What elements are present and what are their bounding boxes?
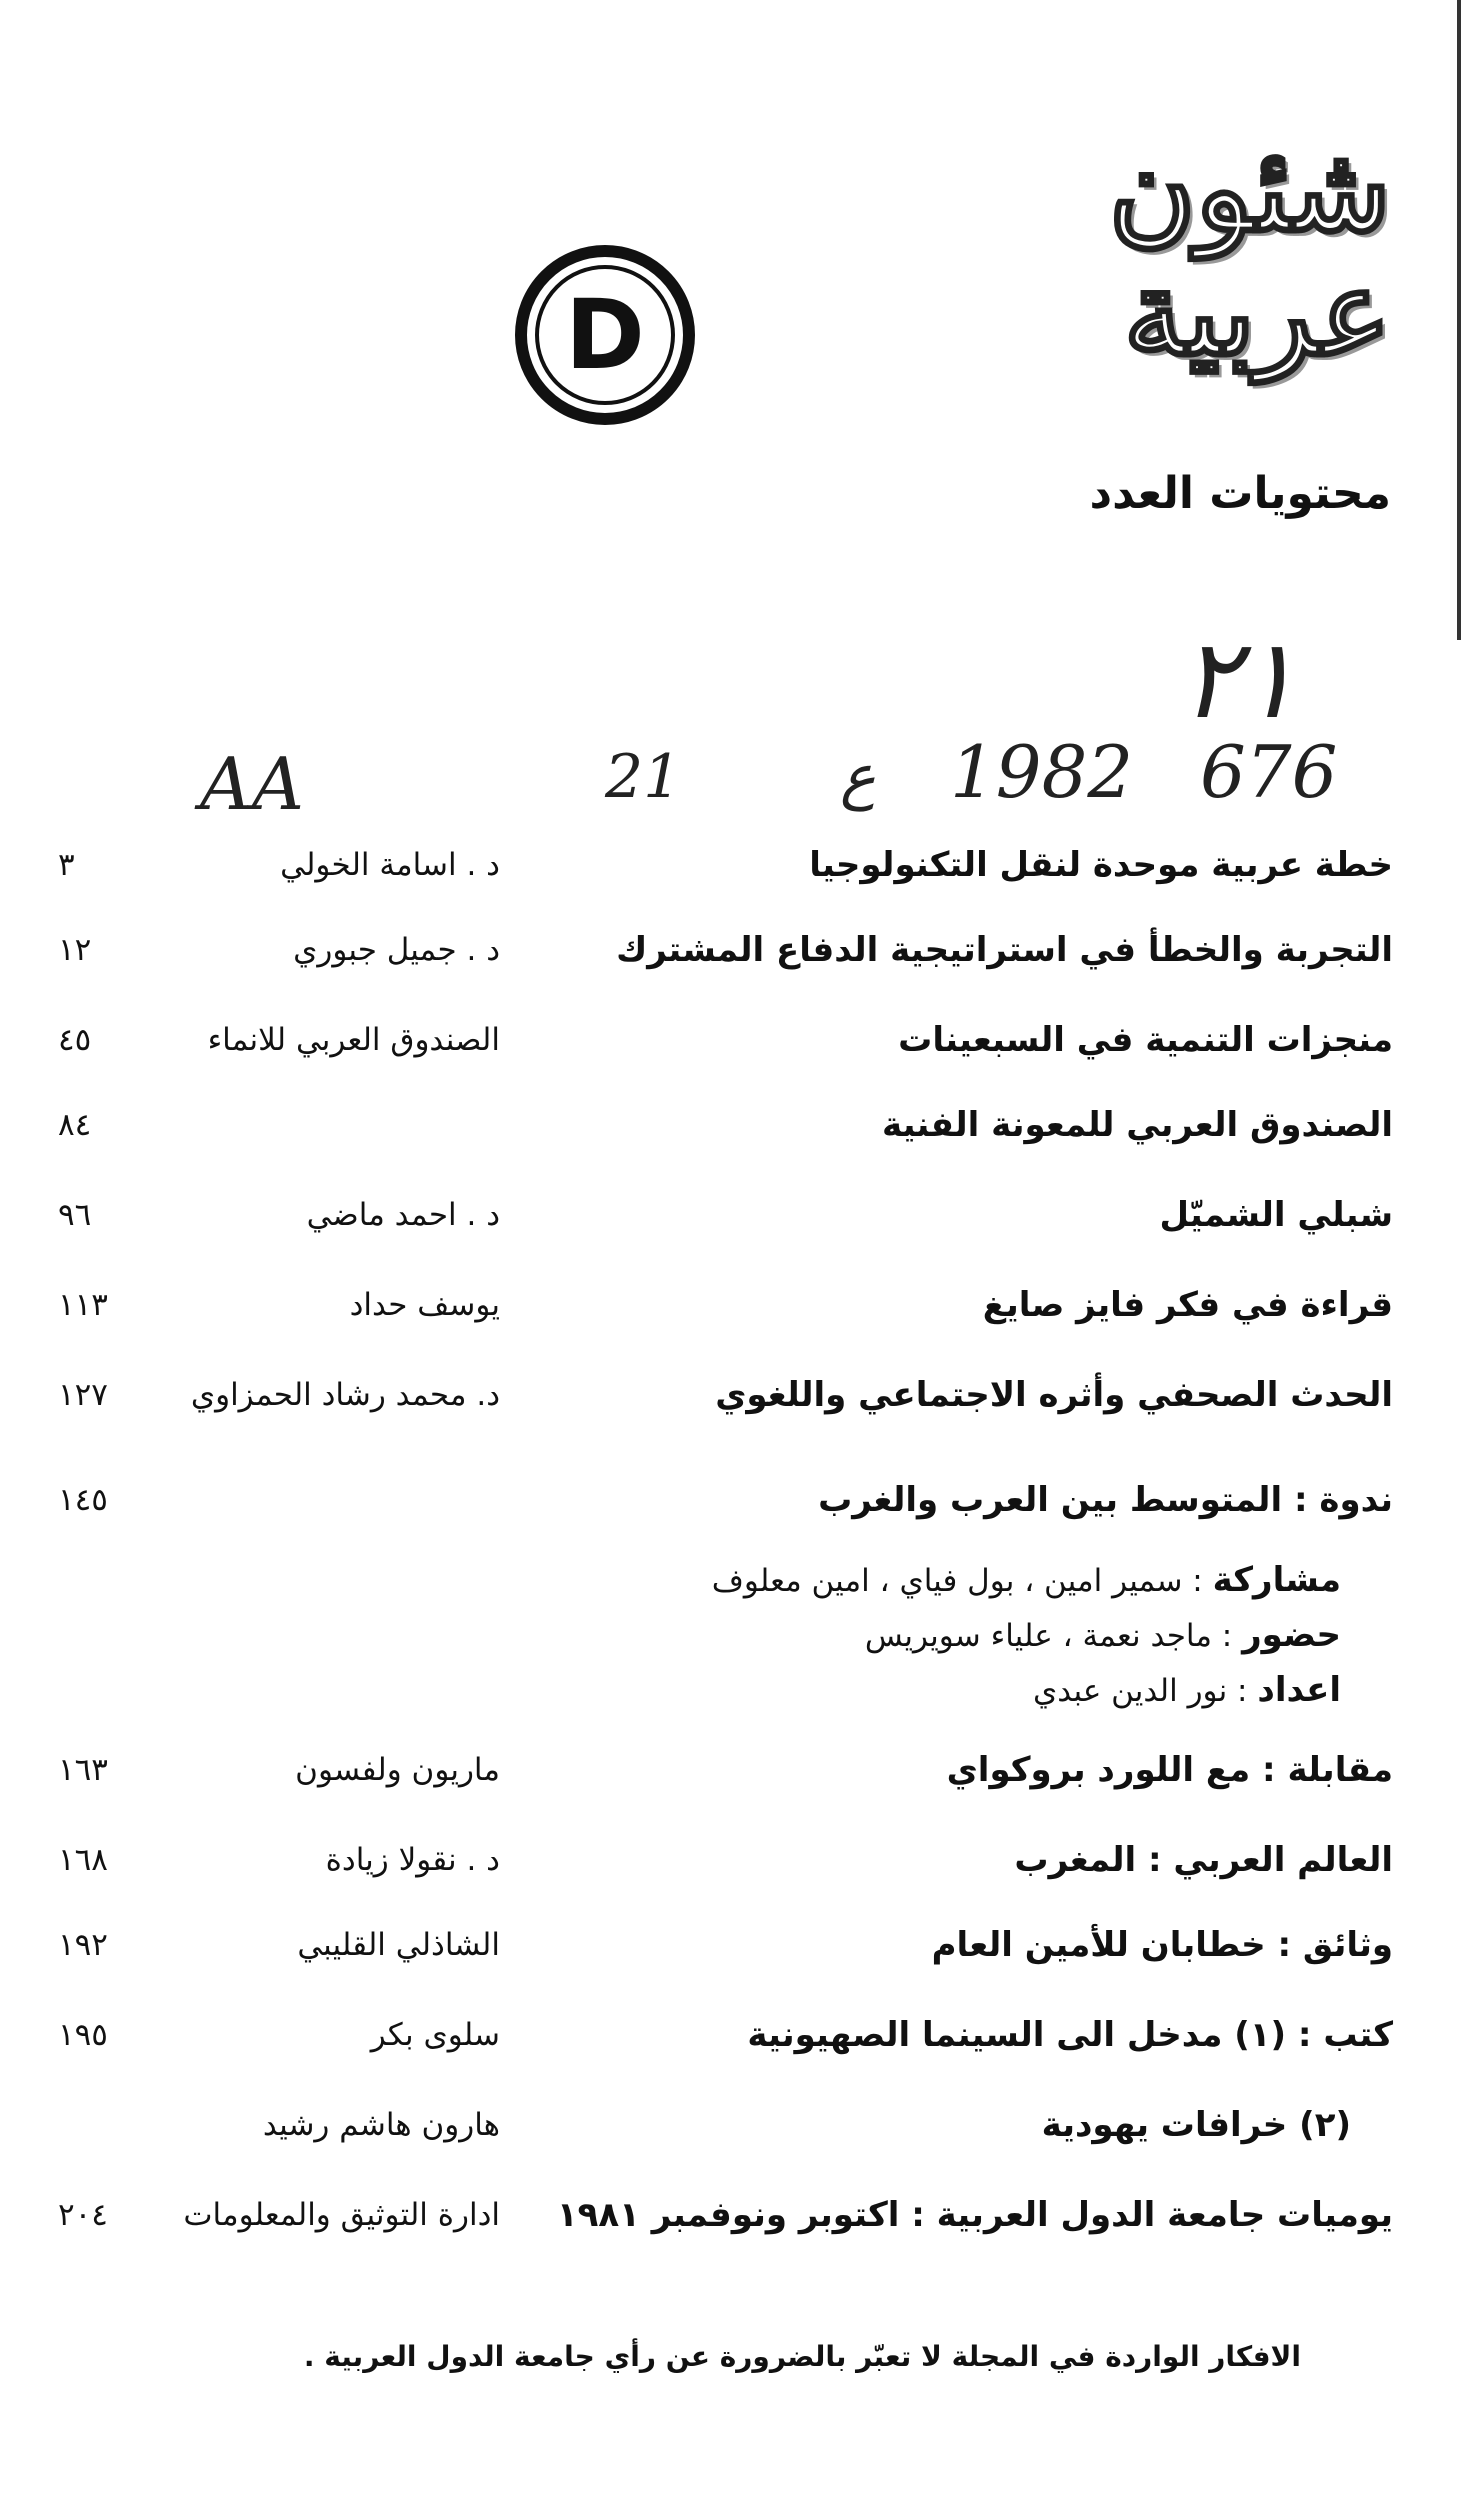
handwritten-month: ع [840, 742, 876, 812]
toc-entry [0, 1285, 1461, 1345]
participant-label: مشاركة [1212, 1560, 1341, 1600]
toc-entry [0, 845, 1461, 905]
toc-entry [0, 930, 1461, 990]
toc-entry [0, 2195, 1461, 2255]
entry-author: د . جميل جبوري [293, 932, 500, 968]
handwritten-day: 21 [605, 742, 682, 812]
entry-author: د . اسامة الخولي [280, 847, 500, 883]
handwritten-number: 676 [1200, 730, 1338, 814]
entry-title: العالم العربي : المغرب [1014, 1840, 1393, 1880]
right-edge-rule [1457, 0, 1461, 640]
entry-page: ٣ [58, 847, 75, 883]
entry-author: سلوى بكر [370, 2017, 500, 2053]
attendee-label: حضور [1242, 1615, 1341, 1655]
magazine-logo [1071, 119, 1391, 382]
preparer-label: اعداد [1257, 1670, 1341, 1710]
disclaimer-footnote: الافكار الواردة في المجلة لا تعبّر بالضرورة عن رأي جامعة الدول العربية . [303, 2340, 1301, 2373]
toc-entry [0, 1375, 1461, 1435]
entry-title: وثائق : خطابان للأمين العام [931, 1925, 1393, 1965]
entry-title: التجربة والخطأ في استراتيجية الدفاع المشترك [616, 930, 1393, 970]
entry-author: د. محمد رشاد الحمزاوي [190, 1377, 500, 1413]
entry-author: د . احمد ماضي [306, 1197, 500, 1233]
entry-author: الشاذلي القليبي [297, 1927, 500, 1963]
entry-title: كتب : (١) مدخل الى السينما الصهيونية [747, 2015, 1393, 2055]
entry-author: ادارة التوثيق والمعلومات [183, 2197, 500, 2233]
toc-entry [0, 1750, 1461, 1810]
preparer-names: : نور الدين عبدي [1032, 1673, 1248, 1709]
handwritten-code: AA [200, 742, 304, 826]
entry-page: ١٢ [58, 932, 92, 968]
entry-title: الحدث الصحفي وأثره الاجتماعي واللغوي [715, 1375, 1393, 1415]
symposium-attendees [865, 1615, 1341, 1655]
entry-author: يوسف حداد [349, 1287, 500, 1323]
entry-title: الصندوق العربي للمعونة الفنية [881, 1105, 1393, 1145]
entry-page: ٩٦ [58, 1197, 92, 1233]
entry-title: قراءة في فكر فايز صايغ [982, 1285, 1393, 1325]
handwritten-year: 1982 [950, 730, 1134, 814]
attendee-names: : ماجد نعمة ، علياء سويريس [864, 1618, 1233, 1654]
toc-entry [0, 1020, 1461, 1080]
entry-title: خطة عربية موحدة لنقل التكنولوجيا [809, 845, 1393, 885]
entry-page: ١٩٥ [58, 2017, 108, 2053]
toc-entry [0, 1840, 1461, 1900]
symposium-participants [712, 1560, 1341, 1600]
toc-entry [0, 1195, 1461, 1255]
entry-page: ٨٤ [58, 1107, 92, 1143]
circle-stamp [515, 245, 695, 425]
entry-author: هارون هاشم رشيد [262, 2107, 500, 2143]
entry-page: ٤٥ [58, 1022, 92, 1058]
entry-title: (٢) خرافات يهودية [1041, 2105, 1351, 2145]
toc-entry [0, 2015, 1461, 2075]
logo-line-2: عربية [1123, 243, 1391, 382]
stamp-letter: D [565, 279, 645, 391]
entry-page: ١٦٨ [58, 1842, 108, 1878]
participant-names: : سمير امين ، بول فياي ، امين معلوف [711, 1563, 1203, 1599]
entry-page: ١٩٢ [58, 1927, 108, 1963]
entry-title: مقابلة : مع اللورد بروكواي [946, 1750, 1393, 1790]
toc-entry [0, 1480, 1461, 1540]
entry-page: ١٤٥ [58, 1482, 108, 1518]
toc-entry [0, 1105, 1461, 1165]
logo-line-1: شئون [1108, 119, 1391, 258]
entry-page: ١١٣ [58, 1287, 108, 1323]
entry-page: ١٦٣ [58, 1752, 108, 1788]
toc-entry [0, 1925, 1461, 1985]
entry-author: الصندوق العربي للانماء [207, 1022, 500, 1058]
entry-page: ١٢٧ [58, 1377, 108, 1413]
entry-title: يوميات جامعة الدول العربية : اكتوبر ونوفمبر ١٩٨١ [556, 2195, 1393, 2235]
entry-author: د . نقولا زيادة [325, 1842, 500, 1878]
entry-title: شبلي الشميّل [1159, 1195, 1393, 1235]
symposium-preparer [1033, 1670, 1341, 1710]
entry-title: ندوة : المتوسط بين العرب والغرب [818, 1480, 1393, 1520]
handwritten-issue-number: ٢١ [1180, 615, 1299, 743]
entry-title: منجزات التنمية في السبعينات [898, 1020, 1393, 1060]
toc-entry-sub [0, 2105, 1461, 2165]
entry-author: ماريون ولفسون [295, 1752, 500, 1788]
entry-page: ٢٠٤ [58, 2197, 108, 2233]
page-title: محتويات العدد [1089, 468, 1391, 519]
